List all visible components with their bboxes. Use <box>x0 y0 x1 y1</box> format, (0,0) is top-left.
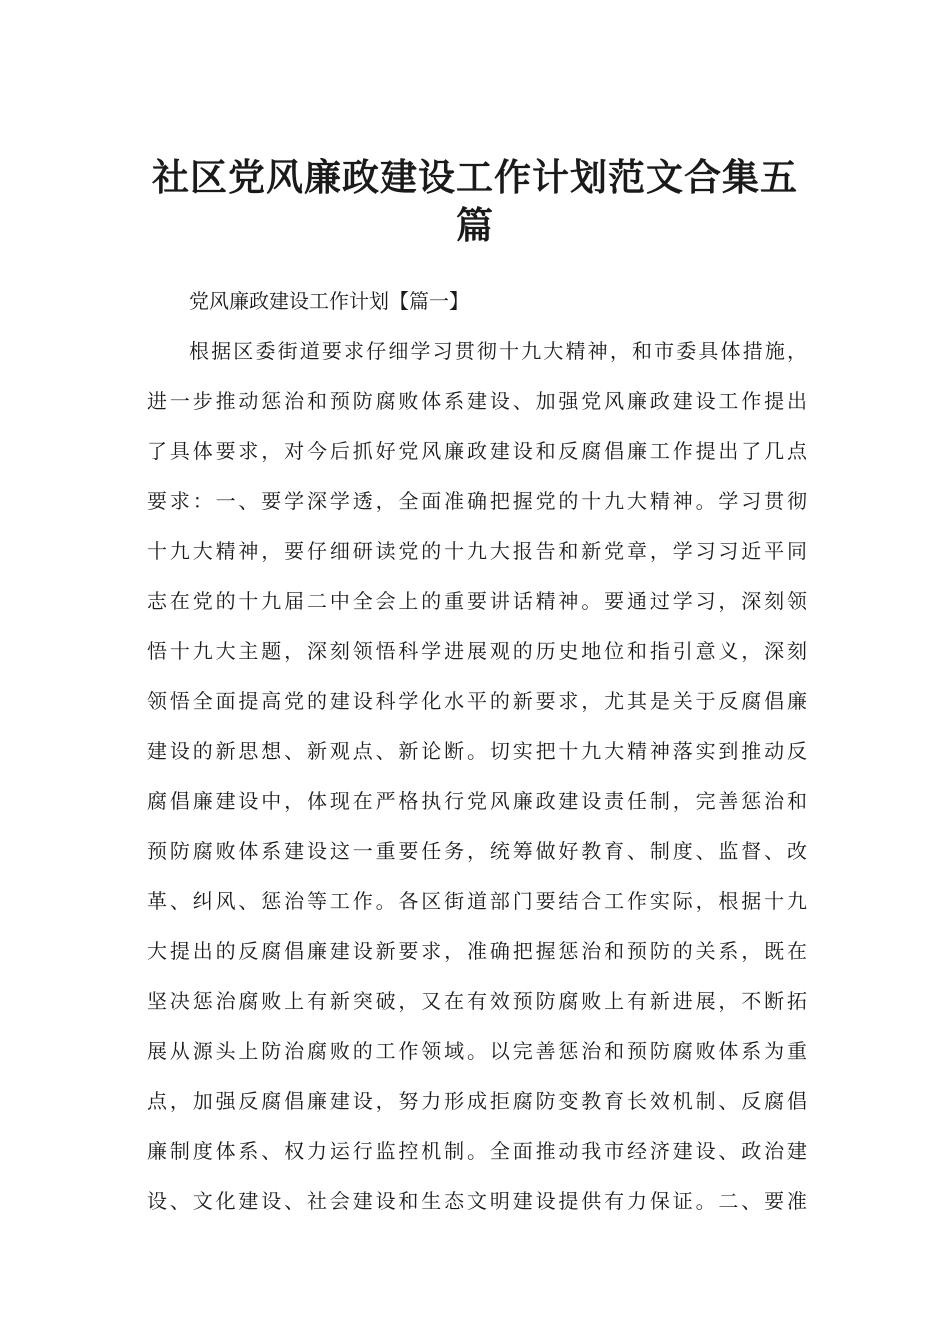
title-line: 社区党风廉政建设工作计划范文合集五 <box>152 154 798 199</box>
paragraph-line: 腐倡廉建设中，体现在严格执行党风廉政建设责任制，完善惩治和 <box>147 789 807 813</box>
paragraph-line: 点，加强反腐倡廉建设，努力形成拒腐防变教育长效机制、反腐倡 <box>147 1089 807 1113</box>
section-heading: 党风廉政建设工作计划【篇一】 <box>189 289 469 313</box>
paragraph-line: 预防腐败体系建设这一重要任务，统筹做好教育、制度、监督、改 <box>147 839 807 863</box>
paragraph-line: 进一步推动惩治和预防腐败体系建设、加强党风廉政建设工作提出 <box>147 389 807 413</box>
paragraph-line: 坚决惩治腐败上有新突破，又在有效预防腐败上有新进展，不断拓 <box>147 989 807 1013</box>
paragraph-line: 领悟全面提高党的建设科学化水平的新要求，尤其是关于反腐倡廉 <box>147 689 807 713</box>
paragraph-line: 设、文化建设、社会建设和生态文明建设提供有力保证。二、要准 <box>147 1189 807 1213</box>
document-body <box>147 276 807 1226</box>
paragraph-line: 十九大精神，要仔细研读党的十九大报告和新党章，学习习近平同 <box>147 539 807 563</box>
paragraph <box>147 326 807 1226</box>
paragraph-line: 悟十九大主题，深刻领悟科学进展观的历史地位和指引意义，深刻 <box>147 639 807 663</box>
document-title <box>130 153 820 249</box>
paragraph-line: 建设的新思想、新观点、新论断。切实把十九大精神落实到推动反 <box>147 739 807 763</box>
paragraph-line: 志在党的十九届二中全会上的重要讲话精神。要通过学习，深刻领 <box>147 589 807 613</box>
paragraph-line: 根据区委街道要求仔细学习贯彻十九大精神，和市委具体措施， <box>189 339 807 363</box>
paragraph-line: 大提出的反腐倡廉建设新要求，准确把握惩治和预防的关系，既在 <box>147 939 807 963</box>
paragraph-line: 展从源头上防治腐败的工作领域。以完善惩治和预防腐败体系为重 <box>147 1039 807 1063</box>
paragraph-line: 了具体要求，对今后抓好党风廉政建设和反腐倡廉工作提出了几点 <box>147 439 807 463</box>
paragraph-line: 廉制度体系、权力运行监控机制。全面推动我市经济建设、政治建 <box>147 1139 807 1163</box>
paragraph-line: 革、纠风、惩治等工作。各区街道部门要结合工作实际，根据十九 <box>147 889 807 913</box>
paragraph-line: 要求：一、要学深学透，全面准确把握党的十九大精神。学习贯彻 <box>147 489 807 513</box>
title-line: 篇 <box>456 202 494 247</box>
